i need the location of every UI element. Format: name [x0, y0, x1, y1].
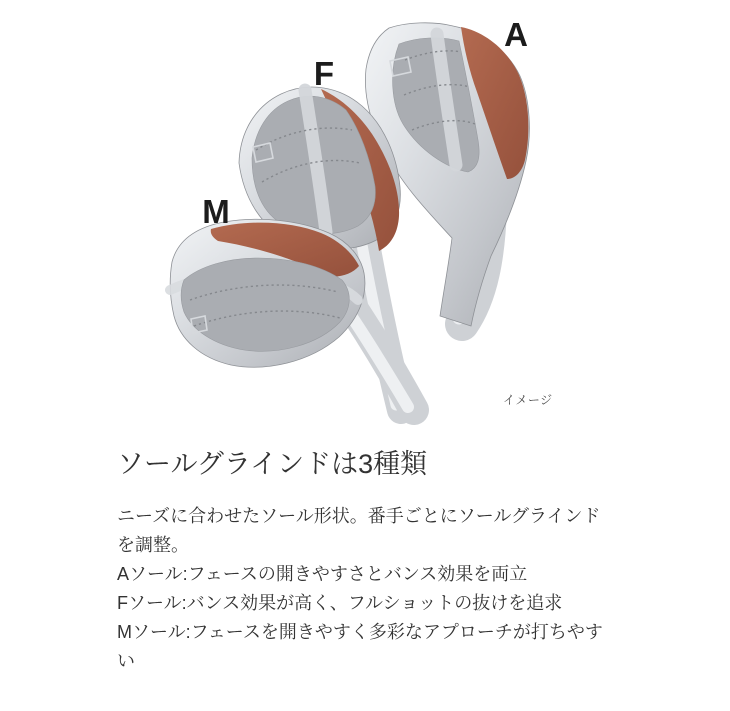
label-sole-m: M	[202, 193, 230, 230]
sole-item-m: Mソール:フェースを開きやすく多彩なアプローチが打ちやすい	[117, 622, 603, 671]
sole-item-a: Aソール:フェースの開きやすさとバンス効果を両立	[117, 564, 528, 584]
sole-item-f: Fソール:バンス効果が高く、フルショットの抜けを追求	[117, 593, 563, 613]
section-body	[117, 502, 609, 676]
figure-caption: イメージ	[503, 393, 553, 407]
section-heading: ソールグラインドは3種類	[117, 449, 428, 479]
label-sole-f: F	[313, 55, 335, 92]
intro-text: ニーズに合わせたソール形状。番手ごとにソールグラインドを調整。	[117, 506, 601, 555]
label-sole-a: A	[504, 16, 528, 53]
